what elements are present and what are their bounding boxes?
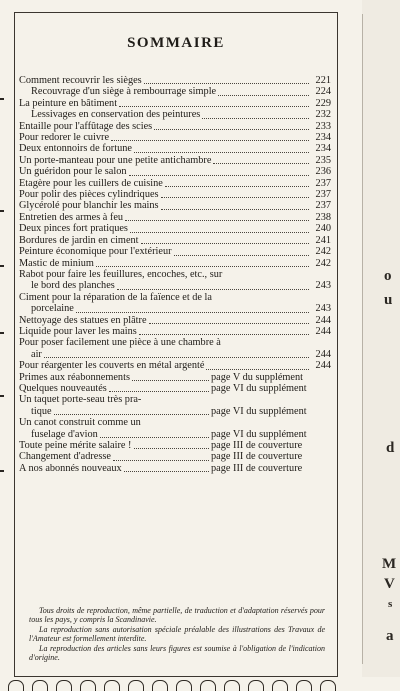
dot-leader [96, 266, 309, 267]
supplement-entry-title: tique [31, 405, 52, 417]
margin-fragment: o [384, 268, 392, 284]
toc-entry [19, 75, 331, 86]
toc-page-number: 237 [315, 200, 331, 212]
toc-entry-title: Nettoyage des statues en plâtre [19, 314, 147, 326]
toc-entry [19, 246, 331, 257]
supplement-entry [19, 406, 331, 417]
toc-entry [19, 155, 331, 166]
supplement-entry-title: Un canot construit comme un [19, 417, 141, 429]
dot-leader [141, 243, 309, 244]
table-of-contents [19, 75, 331, 474]
supplement-entry [19, 451, 331, 462]
toc-entry [19, 326, 331, 337]
supplement-entry-title: Changement d'adresse [19, 451, 111, 463]
dot-leader [134, 448, 210, 449]
toc-entry-title: Deux entonnoirs de fortune [19, 143, 132, 155]
dot-leader [154, 129, 309, 130]
toc-entry-title: le bord des planches [31, 280, 115, 292]
margin-tick [0, 98, 4, 100]
toc-entry [19, 189, 331, 200]
toc-page-number: 236 [315, 166, 331, 178]
toc-entry-title: Pour redorer le cuivre [19, 132, 110, 144]
toc-entry [19, 337, 331, 348]
dot-leader [100, 437, 209, 438]
margin-fragment: d [386, 440, 395, 456]
toc-entry [19, 212, 331, 223]
toc-entry [19, 109, 331, 120]
margin-fragment: s [388, 598, 393, 610]
supplement-entry-title: A nos abonnés nouveaux [19, 462, 122, 474]
toc-entry-title: Glycérolé pour blanchir les mains [19, 200, 159, 212]
dot-leader [117, 289, 309, 290]
copyright-note: La reproduction sans autorisation spéciale préalable des illustrations des Travaux de l'Amateur est formellement interdite. [29, 625, 325, 643]
toc-entry [19, 269, 331, 280]
dot-leader [134, 152, 309, 153]
toc-entry [19, 280, 331, 291]
toc-page-number: 234 [315, 143, 331, 155]
supplement-entry-title: Un taquet porte-seau très pra- [19, 394, 142, 406]
supplement-entry-title: Quelques nouveautés [19, 382, 107, 394]
toc-entry-title: Mastic de minium [19, 257, 94, 269]
supplement-location: page III de couverture [211, 440, 303, 451]
supplement-location: page VI du supplément [211, 382, 307, 394]
toc-page-number: 232 [315, 109, 331, 121]
toc-page-number: 241 [315, 234, 331, 246]
toc-entry [19, 166, 331, 177]
dot-leader [119, 106, 309, 107]
toc-entry [19, 315, 331, 326]
margin-fragment: a [386, 628, 394, 644]
toc-entry [19, 235, 331, 246]
toc-entry-title: La peinture en bâtiment [19, 97, 118, 109]
column-rule [362, 14, 363, 664]
dot-leader [124, 471, 209, 472]
toc-page-number: 244 [315, 314, 331, 326]
toc-entry-title: porcelaine [31, 303, 74, 315]
toc-page-number: 237 [315, 177, 331, 189]
dot-leader [202, 118, 309, 119]
toc-entry [19, 223, 331, 234]
margin-fragment: V [384, 576, 395, 592]
toc-entry [19, 200, 331, 211]
dot-leader [174, 255, 309, 256]
toc-page-number: 244 [315, 360, 331, 372]
toc-entry [19, 98, 331, 109]
dot-leader [213, 163, 309, 164]
dot-leader [149, 323, 309, 324]
toc-entry [19, 303, 331, 314]
copyright-notes [29, 606, 325, 663]
margin-tick [0, 470, 4, 472]
toc-page-number: 243 [315, 303, 331, 315]
toc-page-number: 229 [315, 97, 331, 109]
margin-tick [0, 395, 4, 397]
dot-leader [125, 220, 309, 221]
toc-entry-title: Rabot pour faire les feuillures, encoches, etc., sur [19, 268, 223, 280]
supplement-entry-title: Primes aux réabonnements [19, 371, 130, 383]
toc-page-number: 242 [315, 257, 331, 269]
toc-page-number: 233 [315, 120, 331, 132]
toc-entry-title: Un guéridon pour le salon [19, 166, 127, 178]
adjacent-page-strip [362, 0, 400, 691]
toc-page-number: 221 [315, 75, 331, 86]
toc-entry-title: air [31, 348, 42, 360]
toc-entry [19, 292, 331, 303]
toc-entry-title: Pour poser facilement une pièce à une chambre à [19, 337, 221, 349]
dot-leader [109, 391, 209, 392]
toc-entry-title: Pour réargenter les couverts en métal argenté [19, 360, 205, 372]
supplement-entry [19, 463, 331, 474]
dot-leader [44, 357, 309, 358]
contents-frame [14, 12, 338, 677]
supplement-entry [19, 429, 331, 440]
toc-page-number: 243 [315, 280, 331, 292]
dot-leader [129, 175, 309, 176]
dot-leader [132, 380, 209, 381]
toc-page-number: 244 [315, 325, 331, 337]
supplement-entry [19, 383, 331, 394]
margin-tick [0, 210, 4, 212]
toc-entry-title: Pour polir des pièces cylindriques [19, 189, 159, 201]
dot-leader [144, 83, 309, 84]
toc-page-number: 244 [315, 348, 331, 360]
toc-entry [19, 143, 331, 154]
supplement-entry [19, 372, 331, 383]
dot-leader [218, 95, 309, 96]
toc-entry-title: Liquide pour laver les mains [19, 325, 137, 337]
dot-leader [113, 460, 209, 461]
supplement-location: page VI du supplément [211, 428, 307, 440]
toc-page-number: 234 [315, 132, 331, 144]
dot-leader [139, 334, 309, 335]
margin-tick [0, 332, 4, 334]
supplement-entry-title: fuselage d'avion [31, 428, 98, 440]
toc-entry-title: Entaille pour l'affûtage des scies [19, 120, 153, 132]
supplement-location: page V du supplément [211, 371, 303, 383]
toc-entry [19, 121, 331, 132]
toc-entry-title: Recouvrage d'un siège à rembourrage simple [31, 86, 217, 98]
toc-entry-title: Peinture économique pour l'extérieur [19, 246, 172, 258]
dot-leader [161, 197, 309, 198]
toc-entry [19, 360, 331, 371]
supplement-location: page VI du supplément [211, 405, 307, 417]
supplement-entry-title: Toute peine mérite salaire ! [19, 440, 132, 451]
toc-entry-title: Lessivages en conservation des peintures [31, 109, 201, 121]
supplement-entry [19, 417, 331, 428]
margin-tick [0, 265, 4, 267]
dot-leader [76, 312, 309, 313]
toc-page-number: 238 [315, 211, 331, 223]
dot-leader [165, 186, 309, 187]
toc-page-number: 242 [315, 246, 331, 258]
dot-leader [161, 209, 309, 210]
toc-entry-title: Bordures de jardin en ciment [19, 234, 139, 246]
toc-page-number: 240 [315, 223, 331, 235]
margin-fragment: u [384, 292, 393, 308]
toc-entry [19, 132, 331, 143]
toc-page-number: 237 [315, 189, 331, 201]
supplement-entry [19, 394, 331, 405]
dot-leader [54, 414, 209, 415]
supplement-location: page III de couverture [211, 462, 303, 474]
toc-entry [19, 349, 331, 360]
toc-entry-title: Entretien des armes à feu [19, 211, 124, 223]
copyright-note: La reproduction des articles sans leurs figures est soumise à l'obligation de l'indication d'origine. [29, 644, 325, 662]
dot-leader [206, 369, 309, 370]
toc-entry-title: Comment recouvrir les sièges [19, 75, 142, 86]
copyright-note: Tous droits de reproduction, même partielle, de traduction et d'adaptation réservés pour tous les pays, y compris la Scandinavie. [29, 606, 325, 624]
margin-fragment: M [382, 556, 397, 572]
toc-entry [19, 86, 331, 97]
page-title: SOMMAIRE [127, 35, 225, 51]
toc-page-number: 224 [315, 86, 331, 98]
toc-page-number: 235 [315, 154, 331, 166]
supplement-location: page III de couverture [211, 451, 303, 463]
toc-entry [19, 258, 331, 269]
dot-leader [111, 140, 309, 141]
toc-entry-title: Deux pinces fort pratiques [19, 223, 128, 235]
toc-entry-title: Un porte-manteau pour une petite antichambre [19, 154, 212, 166]
toc-entry-title: Etagère pour les cuillers de cuisine [19, 177, 163, 189]
toc-entry-title: Ciment pour la réparation de la faïence et de la [19, 291, 212, 303]
supplement-entry [19, 440, 331, 451]
decorative-border [0, 677, 400, 691]
dot-leader [130, 232, 309, 233]
toc-entry [19, 178, 331, 189]
